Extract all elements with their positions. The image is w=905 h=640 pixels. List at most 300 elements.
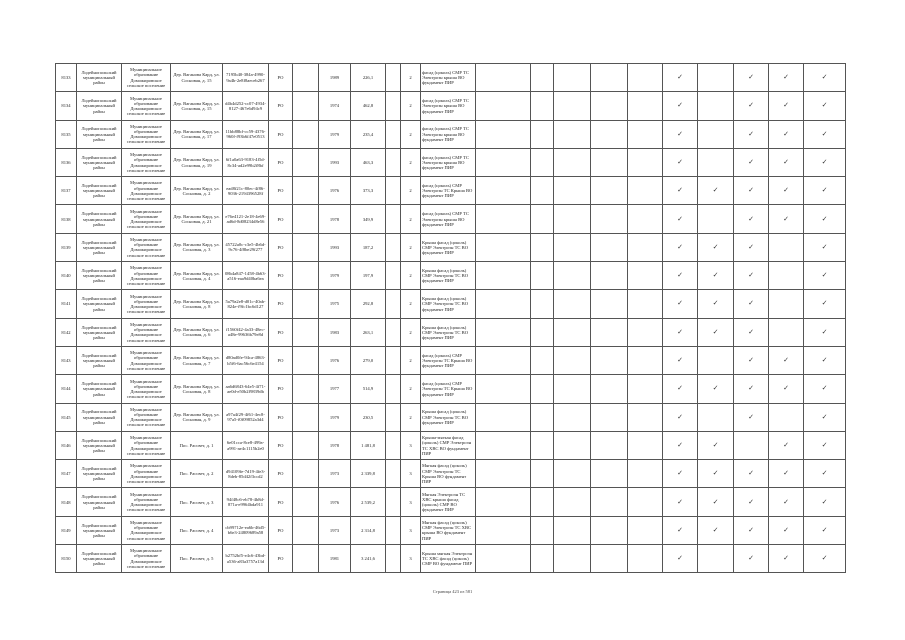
page-number: Страница 423 из 581 — [432, 589, 473, 594]
works-cell: Крыша-мягкая фасад (цоколь) СМР Электроэн ТС ХВС ВО фундамент ПИР — [421, 431, 476, 459]
row-id: 8144 — [56, 375, 77, 403]
empty-cell — [531, 460, 554, 488]
type-cell: РО — [269, 64, 293, 92]
area-cell: 349,9 — [351, 205, 386, 233]
district-cell: Лодейнопольский муниципальный район — [77, 318, 122, 346]
empty-cell — [628, 375, 663, 403]
empty-cell — [554, 375, 591, 403]
empty-cell — [386, 177, 401, 205]
empty-cell — [554, 92, 591, 120]
municipality-cell: Муниципальное образование Доможировское сельское поселение — [122, 233, 171, 261]
empty-cell — [769, 233, 804, 261]
table-row — [56, 262, 846, 290]
check-icon: ✓ — [734, 177, 769, 205]
uuid-cell: ead8f21c-80ec-4f86-9036-2194396528f — [223, 177, 269, 205]
empty-cell — [554, 431, 591, 459]
empty-cell — [591, 488, 628, 516]
row-id: 8147 — [56, 460, 77, 488]
check-icon: ✓ — [769, 346, 804, 374]
empty-cell — [531, 64, 554, 92]
empty-cell — [476, 431, 531, 459]
district-cell: Лодейнопольский муниципальный район — [77, 403, 122, 431]
district-cell: Лодейнопольский муниципальный район — [77, 545, 122, 573]
empty-cell — [386, 346, 401, 374]
district-cell: Лодейнопольский муниципальный район — [77, 177, 122, 205]
empty-cell — [476, 488, 531, 516]
check-icon: ✓ — [734, 92, 769, 120]
area-cell: 230,5 — [351, 403, 386, 431]
row-id: 8150 — [56, 545, 77, 573]
check-icon: ✓ — [734, 460, 769, 488]
check-icon: ✓ — [734, 545, 769, 573]
uuid-cell: d94109fe-7d19-4fe3-8deb-85d42f3ccd2 — [223, 460, 269, 488]
empty-cell — [628, 290, 663, 318]
floors-cell: 2 — [401, 318, 421, 346]
district-cell: Лодейнопольский муниципальный район — [77, 460, 122, 488]
uuid-cell: 7195b40-384a-4990-9a4b-2e8f8aeceb267 — [223, 64, 269, 92]
empty-cell — [531, 431, 554, 459]
area-cell: 462,8 — [351, 92, 386, 120]
check-icon: ✓ — [769, 205, 804, 233]
works-cell: Крыша фасад (цоколь) СМР Электроэн ТС ВО фундамент ПИР — [421, 262, 476, 290]
municipality-cell: Муниципальное образование Доможировское сельское поселение — [122, 205, 171, 233]
area-cell: 1 481,8 — [351, 431, 386, 459]
empty-cell — [531, 233, 554, 261]
empty-cell — [554, 233, 591, 261]
row-id: 8142 — [56, 318, 77, 346]
empty-cell — [628, 516, 663, 544]
empty-cell — [698, 346, 734, 374]
empty-cell — [554, 403, 591, 431]
address-cell: Дер. Ваганова Кард, ул. Сосновая, д. 17 — [171, 120, 223, 148]
type-cell: РО — [269, 120, 293, 148]
uuid-cell: 11bb88bf-cc59-4376-960f-f93b6f47e0513 — [223, 120, 269, 148]
works-cell: Мягкая фасад (цоколь) СМР Электроэн ТС ХВС крыша ВО фундамент ПИР — [421, 516, 476, 544]
year-cell: 1981 — [319, 545, 351, 573]
municipality-cell: Муниципальное образование Доможировское сельское поселение — [122, 516, 171, 544]
table-row — [56, 403, 846, 431]
year-cell: 1973 — [319, 516, 351, 544]
empty-cell — [293, 375, 319, 403]
check-icon: ✓ — [804, 92, 846, 120]
check-icon: ✓ — [734, 262, 769, 290]
table-row — [56, 64, 846, 92]
year-cell: 1989 — [319, 64, 351, 92]
works-cell: Крыша фасад (цоколь) СМР Электроэн ТС ВО фундамент ПИР — [421, 290, 476, 318]
empty-cell — [476, 64, 531, 92]
address-cell: Пос. Рассвет, д. 3 — [171, 488, 223, 516]
municipality-cell: Муниципальное образование Доможировское сельское поселение — [122, 64, 171, 92]
row-id: 8141 — [56, 290, 77, 318]
table-row — [56, 375, 846, 403]
empty-cell — [628, 205, 663, 233]
empty-cell — [628, 148, 663, 176]
address-cell: Пос. Рассвет, д. 5 — [171, 545, 223, 573]
check-icon: ✓ — [734, 64, 769, 92]
empty-cell — [293, 233, 319, 261]
empty-cell — [386, 545, 401, 573]
address-cell: Дер. Ваганова Кард, ул. Сосновая, д. 15 — [171, 64, 223, 92]
empty-cell — [698, 545, 734, 573]
check-icon: ✓ — [804, 205, 846, 233]
year-cell: 1979 — [319, 403, 351, 431]
table-row — [56, 233, 846, 261]
check-icon: ✓ — [769, 148, 804, 176]
empty-cell — [531, 318, 554, 346]
empty-cell — [293, 516, 319, 544]
check-icon: ✓ — [804, 262, 846, 290]
row-id: 8149 — [56, 516, 77, 544]
empty-cell — [386, 92, 401, 120]
type-cell: РО — [269, 290, 293, 318]
empty-cell — [554, 205, 591, 233]
municipality-cell: Муниципальное образование Доможировское сельское поселение — [122, 403, 171, 431]
check-icon: ✓ — [663, 92, 698, 120]
row-id: 8139 — [56, 233, 77, 261]
empty-cell — [386, 516, 401, 544]
address-cell: Дер. Ваганова Кард, ул. Сосновая, д. 19 — [171, 148, 223, 176]
check-icon: ✓ — [734, 120, 769, 148]
row-id: 8148 — [56, 488, 77, 516]
table-row — [56, 120, 846, 148]
area-cell: 3 241,6 — [351, 545, 386, 573]
check-icon: ✓ — [663, 64, 698, 92]
floors-cell: 2 — [401, 233, 421, 261]
municipality-cell: Муниципальное образование Доможировское сельское поселение — [122, 431, 171, 459]
address-cell: Дер. Ваганова Кард, ул. Сосновая, д. 15 — [171, 92, 223, 120]
municipality-cell: Муниципальное образование Доможировское сельское поселение — [122, 375, 171, 403]
floors-cell: 2 — [401, 403, 421, 431]
empty-cell — [476, 205, 531, 233]
empty-cell — [591, 290, 628, 318]
table-row — [56, 148, 846, 176]
area-cell: 263,1 — [351, 318, 386, 346]
uuid-cell: d4b4d252-cc07-4934-8127-467e6d94c9 — [223, 92, 269, 120]
empty-cell — [293, 460, 319, 488]
municipality-cell: Муниципальное образование Доможировское сельское поселение — [122, 148, 171, 176]
empty-cell — [554, 488, 591, 516]
check-icon: ✓ — [698, 431, 734, 459]
check-icon: ✓ — [804, 120, 846, 148]
row-id: 8137 — [56, 177, 77, 205]
district-cell: Лодейнопольский муниципальный район — [77, 516, 122, 544]
area-cell: 2 339,8 — [351, 460, 386, 488]
empty-cell — [628, 120, 663, 148]
type-cell: РО — [269, 488, 293, 516]
empty-cell — [628, 64, 663, 92]
municipality-cell: Муниципальное образование Доможировское сельское поселение — [122, 92, 171, 120]
empty-cell — [591, 460, 628, 488]
address-cell: Пос. Рассвет, д. 2 — [171, 460, 223, 488]
empty-cell — [554, 148, 591, 176]
empty-cell — [386, 262, 401, 290]
row-id: 8135 — [56, 120, 77, 148]
check-icon: ✓ — [734, 205, 769, 233]
row-id: 8134 — [56, 92, 77, 120]
check-icon: ✓ — [663, 233, 698, 261]
empty-cell — [476, 290, 531, 318]
empty-cell — [531, 92, 554, 120]
empty-cell — [293, 92, 319, 120]
year-cell: 1977 — [319, 375, 351, 403]
empty-cell — [293, 290, 319, 318]
check-icon: ✓ — [804, 516, 846, 544]
year-cell: 1978 — [319, 205, 351, 233]
empty-cell — [531, 262, 554, 290]
empty-cell — [554, 318, 591, 346]
type-cell: РО — [269, 262, 293, 290]
area-cell: 197,9 — [351, 262, 386, 290]
row-id: 8138 — [56, 205, 77, 233]
row-id: 8133 — [56, 64, 77, 92]
district-cell: Лодейнопольский муниципальный район — [77, 375, 122, 403]
table-row — [56, 431, 846, 459]
district-cell: Лодейнопольский муниципальный район — [77, 233, 122, 261]
empty-cell — [293, 488, 319, 516]
empty-cell — [628, 488, 663, 516]
empty-cell — [591, 233, 628, 261]
address-cell: Дер. Ваганова Кард, ул. Сосновая, д. 21 — [171, 205, 223, 233]
empty-cell — [476, 177, 531, 205]
type-cell: РО — [269, 346, 293, 374]
check-icon: ✓ — [698, 460, 734, 488]
check-icon: ✓ — [698, 233, 734, 261]
municipality-cell: Муниципальное образование Доможировское сельское поселение — [122, 460, 171, 488]
check-icon: ✓ — [698, 290, 734, 318]
check-icon: ✓ — [804, 233, 846, 261]
empty-cell — [531, 403, 554, 431]
works-cell: фасад (цоколь) СМР ТС Электроэн крыша ВО фундамент ПИР — [421, 205, 476, 233]
floors-cell: 3 — [401, 460, 421, 488]
municipality-cell: Муниципальное образование Доможировское сельское поселение — [122, 262, 171, 290]
works-cell: фасад (цоколь) СМР ТС Электроэн крыша ВО фундамент ПИР — [421, 148, 476, 176]
floors-cell: 3 — [401, 516, 421, 544]
type-cell: РО — [269, 92, 293, 120]
area-cell: 292,8 — [351, 290, 386, 318]
type-cell: РО — [269, 318, 293, 346]
empty-cell — [698, 148, 734, 176]
table-row — [56, 460, 846, 488]
empty-cell — [293, 318, 319, 346]
empty-cell — [698, 64, 734, 92]
check-icon: ✓ — [663, 431, 698, 459]
row-id: 8145 — [56, 403, 77, 431]
empty-cell — [554, 290, 591, 318]
works-cell: Мягкая фасад (цоколь) СМР Электроэн ТС Крыша ВО фундамент ПИР — [421, 460, 476, 488]
area-cell: 279,0 — [351, 346, 386, 374]
empty-cell — [293, 148, 319, 176]
address-cell: Дер. Ваганова Кард, ул. Сосновая, д. 2 — [171, 177, 223, 205]
uuid-cell: b2752bf5-e4c6-43bd-a536-a83a3757a13d — [223, 545, 269, 573]
empty-cell — [386, 375, 401, 403]
empty-cell — [293, 262, 319, 290]
empty-cell — [386, 460, 401, 488]
row-id: 8143 — [56, 346, 77, 374]
empty-cell — [531, 148, 554, 176]
year-cell: 1983 — [319, 318, 351, 346]
empty-cell — [531, 120, 554, 148]
works-cell: фасад (цоколь) СМР ТС Электроэн крыша ВО фундамент ПИР — [421, 120, 476, 148]
empty-cell — [591, 346, 628, 374]
type-cell: РО — [269, 148, 293, 176]
empty-cell — [769, 318, 804, 346]
row-id: 8136 — [56, 148, 77, 176]
type-cell: РО — [269, 431, 293, 459]
year-cell: 1993 — [319, 233, 351, 261]
district-cell: Лодейнопольский муниципальный район — [77, 488, 122, 516]
empty-cell — [476, 516, 531, 544]
check-icon: ✓ — [769, 92, 804, 120]
floors-cell: 2 — [401, 177, 421, 205]
empty-cell — [698, 205, 734, 233]
empty-cell — [386, 120, 401, 148]
address-cell: Пос. Рассвет, д. 4 — [171, 516, 223, 544]
address-cell: Пос. Рассвет, д. 1 — [171, 431, 223, 459]
check-icon: ✓ — [804, 177, 846, 205]
empty-cell — [293, 177, 319, 205]
works-cell: фасад (цоколь) СМР Электроэн ТС Крыша ВО фундамент ПИР — [421, 177, 476, 205]
floors-cell: 2 — [401, 205, 421, 233]
municipality-cell: Муниципальное образование Доможировское сельское поселение — [122, 120, 171, 148]
check-icon: ✓ — [734, 318, 769, 346]
check-icon: ✓ — [663, 545, 698, 573]
type-cell: РО — [269, 460, 293, 488]
district-cell: Лодейнопольский муниципальный район — [77, 64, 122, 92]
check-icon: ✓ — [698, 375, 734, 403]
area-cell: 187,2 — [351, 233, 386, 261]
empty-cell — [554, 120, 591, 148]
check-icon: ✓ — [663, 516, 698, 544]
type-cell: РО — [269, 545, 293, 573]
check-icon: ✓ — [804, 545, 846, 573]
floors-cell: 2 — [401, 290, 421, 318]
area-cell: 2 539,2 — [351, 488, 386, 516]
empty-cell — [476, 233, 531, 261]
empty-cell — [698, 120, 734, 148]
check-icon: ✓ — [804, 431, 846, 459]
empty-cell — [591, 545, 628, 573]
table-row — [56, 346, 846, 374]
check-icon: ✓ — [734, 346, 769, 374]
empty-cell — [628, 318, 663, 346]
check-icon: ✓ — [734, 148, 769, 176]
area-cell: 235,4 — [351, 120, 386, 148]
empty-cell — [386, 64, 401, 92]
type-cell: РО — [269, 403, 293, 431]
district-cell: Лодейнопольский муниципальный район — [77, 148, 122, 176]
year-cell: 1976 — [319, 177, 351, 205]
year-cell: 1979 — [319, 120, 351, 148]
check-icon: ✓ — [698, 262, 734, 290]
empty-cell — [554, 346, 591, 374]
row-id: 8140 — [56, 262, 77, 290]
check-icon: ✓ — [769, 177, 804, 205]
district-cell: Лодейнопольский муниципальный район — [77, 290, 122, 318]
table-row — [56, 177, 846, 205]
empty-cell — [554, 64, 591, 92]
check-icon: ✓ — [769, 120, 804, 148]
check-icon: ✓ — [769, 516, 804, 544]
district-cell: Лодейнопольский муниципальный район — [77, 92, 122, 120]
check-icon: ✓ — [734, 516, 769, 544]
empty-cell — [386, 205, 401, 233]
type-cell: РО — [269, 177, 293, 205]
empty-cell — [531, 205, 554, 233]
year-cell: 1976 — [319, 488, 351, 516]
check-icon: ✓ — [663, 318, 698, 346]
empty-cell — [293, 205, 319, 233]
empty-cell — [531, 516, 554, 544]
empty-cell — [386, 290, 401, 318]
year-cell: 1993 — [319, 148, 351, 176]
year-cell: 1973 — [319, 460, 351, 488]
empty-cell — [591, 318, 628, 346]
empty-cell — [293, 120, 319, 148]
check-icon: ✓ — [804, 148, 846, 176]
empty-cell — [476, 92, 531, 120]
check-icon: ✓ — [769, 545, 804, 573]
district-cell: Лодейнопольский муниципальный район — [77, 346, 122, 374]
municipality-cell: Муниципальное образование Доможировское сельское поселение — [122, 488, 171, 516]
empty-cell — [386, 233, 401, 261]
empty-cell — [628, 92, 663, 120]
empty-cell — [293, 545, 319, 573]
check-icon: ✓ — [804, 64, 846, 92]
empty-cell — [591, 64, 628, 92]
empty-cell — [591, 120, 628, 148]
check-icon: ✓ — [663, 403, 698, 431]
check-icon: ✓ — [769, 375, 804, 403]
empty-cell — [591, 177, 628, 205]
empty-cell — [769, 403, 804, 431]
empty-cell — [769, 290, 804, 318]
works-cell: фасад (цоколь) СМР Электроэн ТС Крыша ВО фундамент ПИР — [421, 346, 476, 374]
uuid-cell: 45722a0c-c3e5-4b6d-9c76-4f8be29f277 — [223, 233, 269, 261]
empty-cell — [698, 92, 734, 120]
empty-cell — [293, 431, 319, 459]
check-icon: ✓ — [663, 290, 698, 318]
empty-cell — [476, 460, 531, 488]
empty-cell — [628, 403, 663, 431]
municipality-cell: Муниципальное образование Доможировское сельское поселение — [122, 545, 171, 573]
check-icon: ✓ — [663, 375, 698, 403]
empty-cell — [628, 346, 663, 374]
uuid-cell: 94f48c6-eb78-4b8d-871a-e9964bda911 — [223, 488, 269, 516]
check-icon: ✓ — [663, 460, 698, 488]
municipality-cell: Муниципальное образование Доможировское сельское поселение — [122, 177, 171, 205]
empty-cell — [476, 262, 531, 290]
table-row — [56, 516, 846, 544]
year-cell: 1975 — [319, 290, 351, 318]
check-icon: ✓ — [734, 375, 769, 403]
municipality-cell: Муниципальное образование Доможировское сельское поселение — [122, 318, 171, 346]
check-icon: ✓ — [804, 488, 846, 516]
works-cell: Крыша фасад (цоколь) СМР Электроэн ТС ВО фундамент ПИР — [421, 233, 476, 261]
empty-cell — [554, 545, 591, 573]
address-cell: Дер. Ваганова Кард, ул. Сосновая, д. 9 — [171, 403, 223, 431]
uuid-cell: 5a79a2e8-d01c-40ab-824e-f9fc1bc6d127 — [223, 290, 269, 318]
empty-cell — [476, 375, 531, 403]
floors-cell: 2 — [401, 92, 421, 120]
floors-cell: 2 — [401, 120, 421, 148]
district-cell: Лодейнопольский муниципальный район — [77, 205, 122, 233]
floors-cell: 3 — [401, 431, 421, 459]
uuid-cell: 08b4a847-1458-4b63-a516-eaa9d40ba6ea — [223, 262, 269, 290]
empty-cell — [293, 346, 319, 374]
floors-cell: 3 — [401, 545, 421, 573]
empty-cell — [531, 346, 554, 374]
empty-cell — [591, 431, 628, 459]
